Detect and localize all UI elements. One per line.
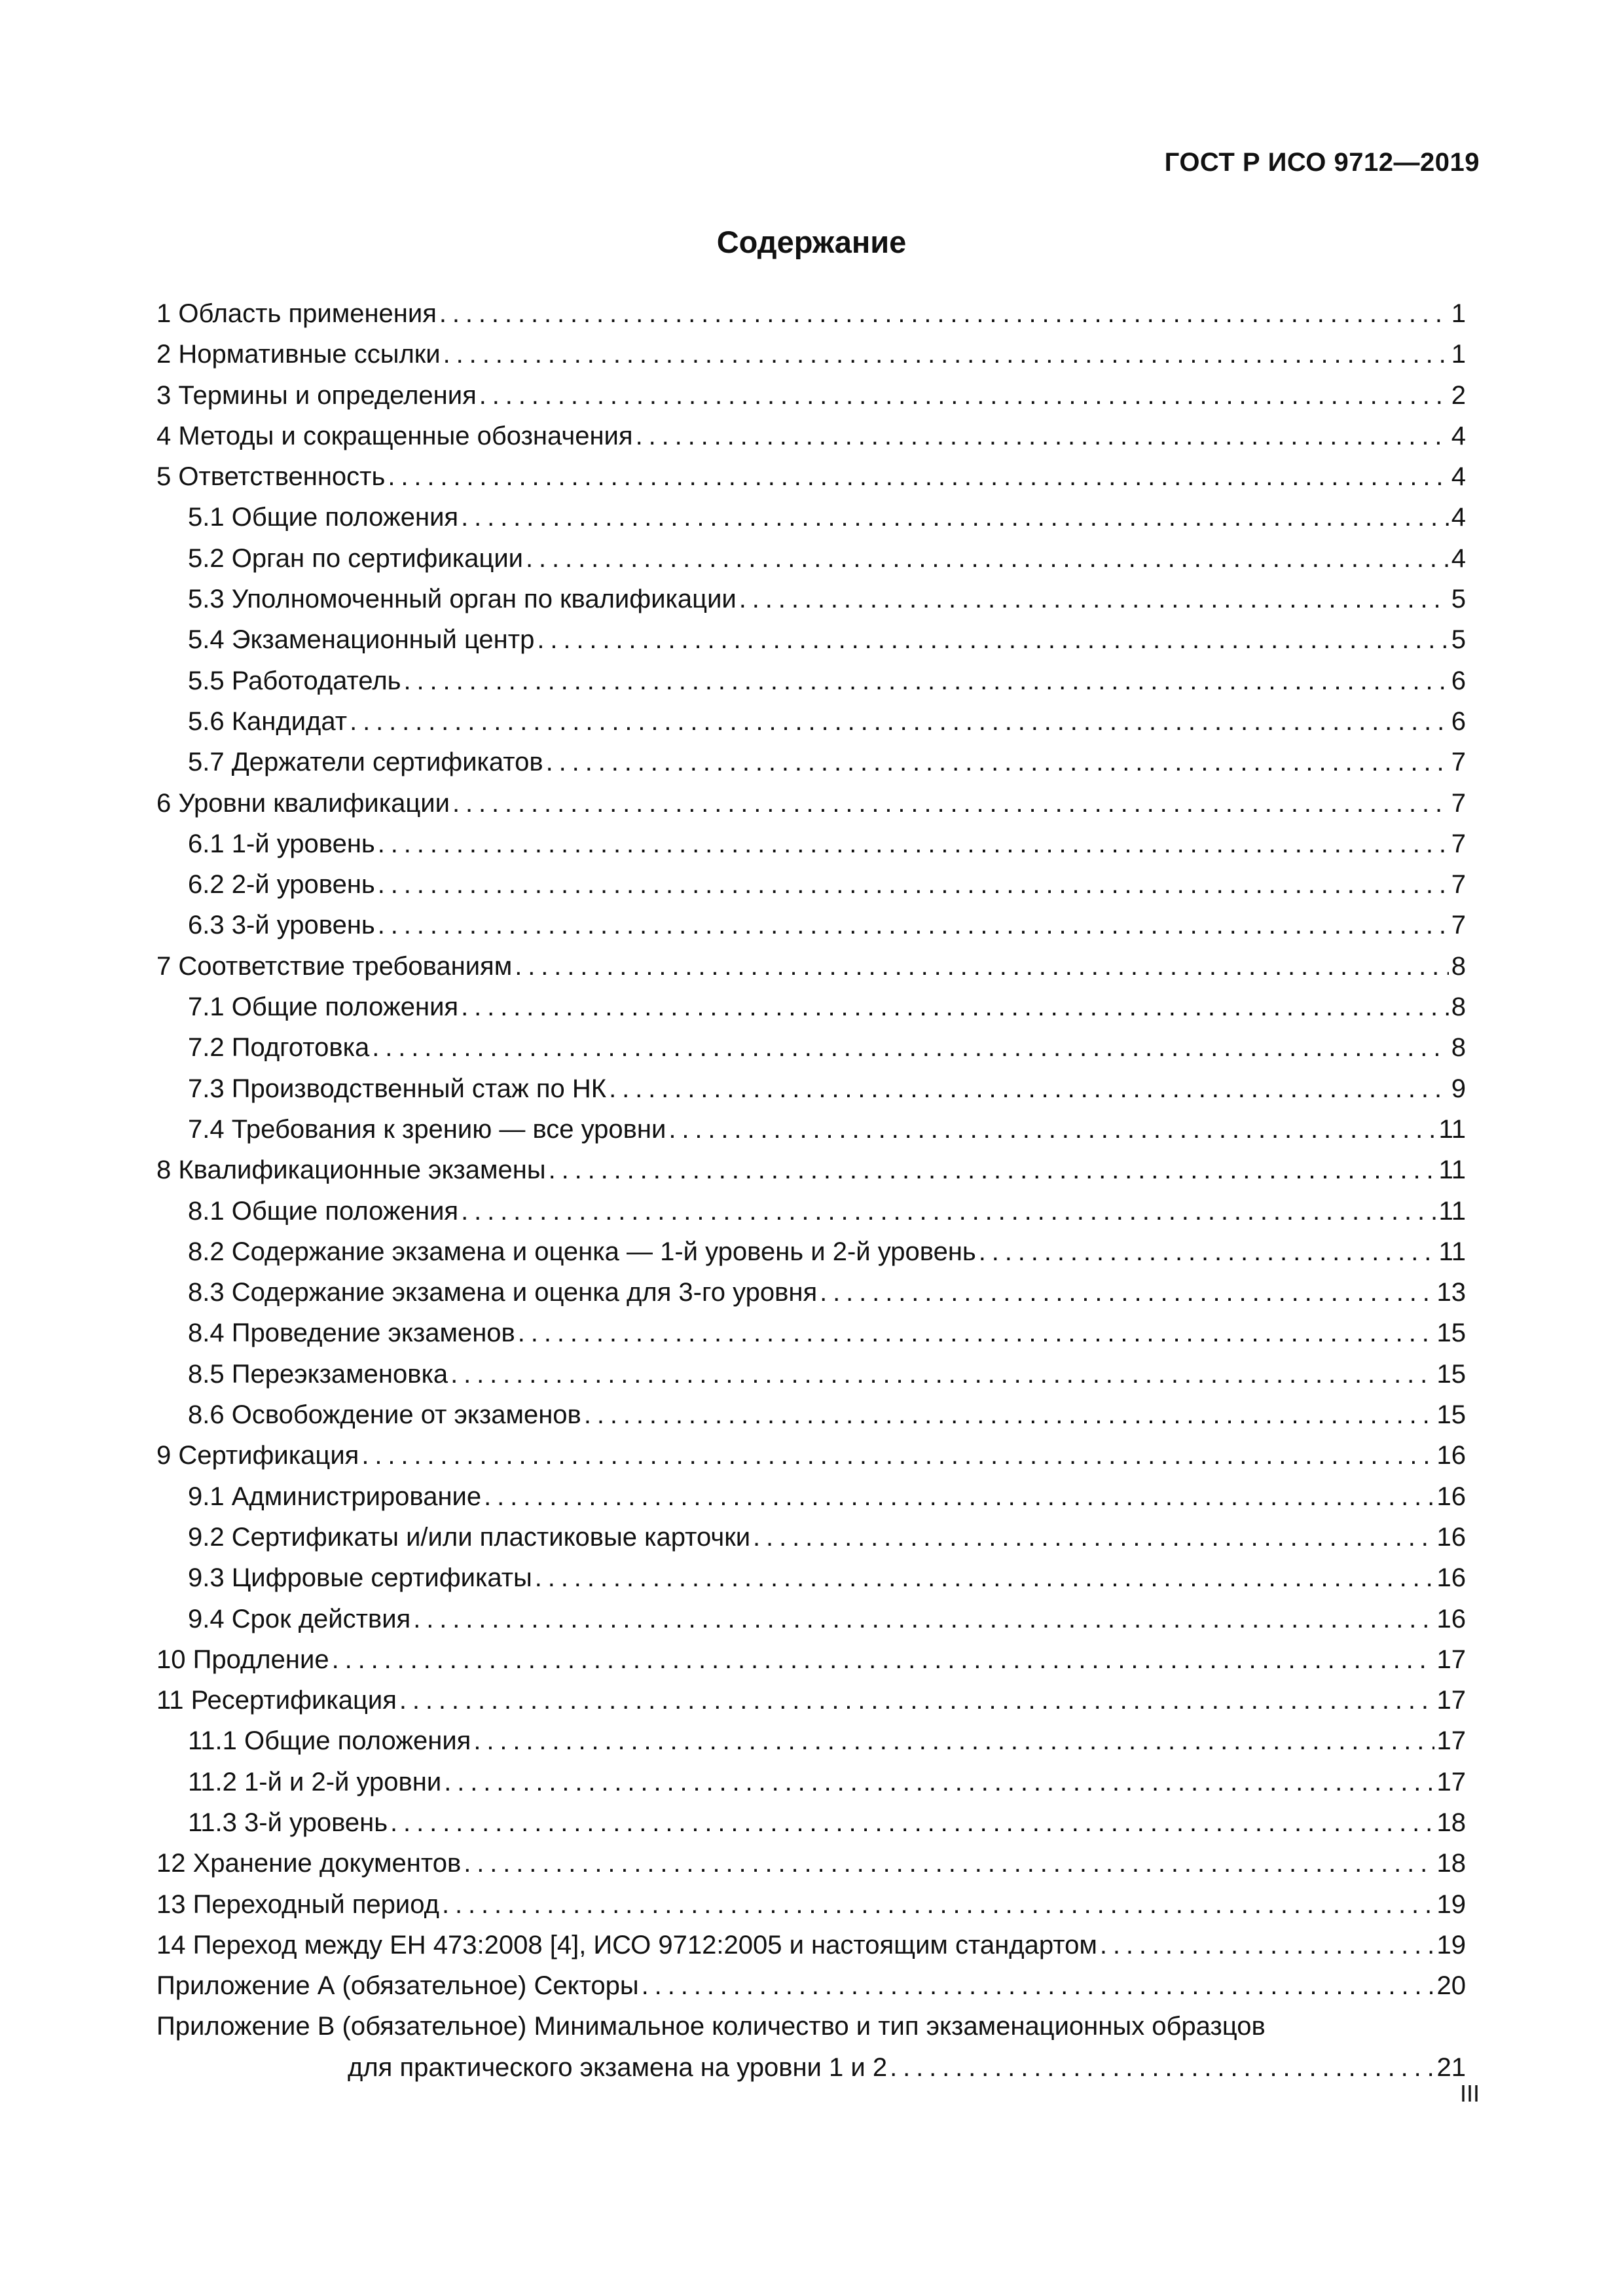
toc-dot-leader bbox=[484, 1476, 1434, 1517]
toc-dot-leader bbox=[361, 1435, 1434, 1476]
toc-dot-leader bbox=[820, 1272, 1434, 1313]
toc-entry-page: 15 bbox=[1436, 1359, 1466, 1389]
toc-dot-leader bbox=[549, 1150, 1436, 1190]
toc-entry-label: 9.4 Срок действия bbox=[188, 1604, 411, 1633]
toc-dot-leader bbox=[464, 1843, 1434, 1884]
toc-dot-leader bbox=[473, 1721, 1434, 1761]
toc-entry-label: 14 Переход между ЕН 473:2008 [4], ИСО 9712:2005 и настоящим стандартом bbox=[156, 1930, 1097, 1959]
toc-entry[interactable] bbox=[156, 1884, 1466, 1925]
toc-entry[interactable] bbox=[156, 1965, 1466, 2006]
page-title: Содержание bbox=[716, 225, 907, 259]
toc-entry-label: 5.3 Уполномоченный орган по квалификации bbox=[188, 585, 737, 614]
toc-entry-page: 4 bbox=[1451, 462, 1466, 492]
toc-entry-page: 16 bbox=[1436, 1441, 1466, 1470]
toc-entry-label: 5.2 Орган по сертификации bbox=[188, 543, 524, 573]
toc-entry[interactable] bbox=[156, 579, 1466, 619]
toc-dot-leader bbox=[636, 416, 1449, 456]
toc-entry-label: 11 Ресертификация bbox=[156, 1686, 397, 1715]
toc-entry-label: 5 Ответственность bbox=[156, 462, 386, 492]
toc-dot-leader bbox=[378, 905, 1449, 945]
toc-entry-page: 17 bbox=[1436, 1767, 1466, 1796]
toc-entry-label: 8.4 Проведение экзаменов bbox=[188, 1319, 515, 1348]
toc-entry-page: 19 bbox=[1436, 1889, 1466, 1919]
toc-entry[interactable] bbox=[156, 375, 1466, 416]
toc-entry-appendix-b[interactable] bbox=[156, 2006, 1466, 2088]
table-of-contents bbox=[156, 293, 1466, 2088]
toc-dot-leader bbox=[461, 1191, 1436, 1231]
toc-entry[interactable] bbox=[156, 1272, 1466, 1313]
toc-dot-leader bbox=[526, 538, 1449, 579]
toc-dot-leader bbox=[442, 1884, 1434, 1925]
toc-entry[interactable] bbox=[156, 538, 1466, 579]
toc-dot-leader bbox=[439, 293, 1449, 334]
toc-dot-leader bbox=[332, 1639, 1434, 1680]
toc-entry[interactable] bbox=[156, 416, 1466, 456]
toc-entry-label: 8.3 Содержание экзамена и оценка для 3-го уровня bbox=[188, 1278, 818, 1307]
toc-entry[interactable] bbox=[156, 946, 1466, 987]
toc-entry[interactable] bbox=[156, 1109, 1466, 1150]
toc-dot-leader bbox=[350, 701, 1449, 742]
toc-entry-label: 3 Термины и определения bbox=[156, 380, 477, 410]
toc-entry[interactable] bbox=[156, 824, 1466, 864]
toc-entry-label: 8.6 Освобождение от экзаменов bbox=[188, 1400, 581, 1430]
toc-entry[interactable] bbox=[156, 1191, 1466, 1231]
toc-entry-label: 13 Переходный период bbox=[156, 1889, 439, 1919]
toc-entry-label: 11.1 Общие положения bbox=[188, 1726, 471, 1756]
toc-entry-label: 12 Хранение документов bbox=[156, 1849, 462, 1878]
toc-entry[interactable] bbox=[156, 1354, 1466, 1394]
toc-entry-label: 11.2 1-й и 2-й уровни bbox=[188, 1767, 442, 1796]
toc-entry[interactable] bbox=[156, 1394, 1466, 1435]
toc-entry-page: 21 bbox=[1436, 2052, 1466, 2082]
toc-entry-page: 8 bbox=[1451, 1033, 1466, 1063]
toc-dot-leader bbox=[753, 1517, 1434, 1558]
toc-dot-leader bbox=[890, 2047, 1434, 2088]
page-number: III bbox=[1459, 2080, 1480, 2107]
toc-entry-page: 7 bbox=[1451, 870, 1466, 900]
toc-entry[interactable] bbox=[156, 783, 1466, 824]
toc-entry-page: 17 bbox=[1436, 1726, 1466, 1756]
toc-entry[interactable] bbox=[156, 987, 1466, 1027]
toc-entry-continuation bbox=[156, 2047, 1466, 2088]
toc-entry-label: 7.2 Подготовка bbox=[188, 1033, 370, 1063]
toc-entry[interactable] bbox=[156, 661, 1466, 701]
toc-entry[interactable] bbox=[156, 1231, 1466, 1272]
toc-entry-label: 5.6 Кандидат bbox=[188, 706, 348, 736]
toc-entry-page: 15 bbox=[1436, 1400, 1466, 1430]
toc-dot-leader bbox=[535, 1558, 1434, 1598]
toc-entry-page: 18 bbox=[1436, 1808, 1466, 1837]
toc-entry-label: 5.5 Работодатель bbox=[188, 666, 401, 695]
toc-dot-leader bbox=[450, 1354, 1434, 1394]
toc-dot-leader bbox=[537, 619, 1448, 660]
toc-entry[interactable] bbox=[156, 1599, 1466, 1639]
toc-entry-label: 9 Сертификация bbox=[156, 1441, 359, 1470]
toc-dot-leader bbox=[1100, 1925, 1434, 1965]
toc-entry[interactable] bbox=[156, 1150, 1466, 1190]
toc-entry[interactable] bbox=[156, 1476, 1466, 1517]
toc-entry-page: 15 bbox=[1436, 1319, 1466, 1348]
toc-entry-label: 5.1 Общие положения bbox=[188, 503, 459, 532]
toc-entry[interactable] bbox=[156, 864, 1466, 905]
toc-entry-page: 17 bbox=[1436, 1645, 1466, 1674]
standard-code: ГОСТ Р ИСО 9712—2019 bbox=[1164, 148, 1480, 177]
toc-dot-leader bbox=[518, 1313, 1434, 1353]
toc-entry[interactable] bbox=[156, 1843, 1466, 1884]
toc-entry-label: 7.3 Производственный стаж по НК bbox=[188, 1074, 607, 1103]
toc-entry-page: 20 bbox=[1436, 1971, 1466, 2001]
toc-entry[interactable] bbox=[156, 1639, 1466, 1680]
toc-entry-page: 19 bbox=[1436, 1930, 1466, 1959]
toc-entry[interactable] bbox=[156, 1721, 1466, 1761]
toc-entry-page: 16 bbox=[1436, 1482, 1466, 1511]
toc-dot-leader bbox=[399, 1680, 1434, 1721]
toc-entry-page: 16 bbox=[1436, 1563, 1466, 1593]
toc-entry-page: 9 bbox=[1451, 1074, 1466, 1103]
toc-entry-page: 2 bbox=[1451, 380, 1466, 410]
toc-entry[interactable] bbox=[156, 1435, 1466, 1476]
toc-entry[interactable] bbox=[156, 1925, 1466, 1965]
toc-entry[interactable] bbox=[156, 1762, 1466, 1802]
toc-entry-label: 9.2 Сертификаты и/или пластиковые карточки bbox=[188, 1522, 751, 1552]
toc-entry-label: 6.3 3-й уровень bbox=[188, 911, 375, 940]
toc-entry[interactable] bbox=[156, 1802, 1466, 1843]
toc-entry-label: 6.2 2-й уровень bbox=[188, 870, 375, 900]
toc-entry[interactable] bbox=[156, 1558, 1466, 1598]
toc-dot-leader bbox=[584, 1394, 1434, 1435]
toc-entry[interactable] bbox=[156, 497, 1466, 538]
toc-dot-leader bbox=[461, 497, 1449, 538]
toc-dot-leader bbox=[372, 1027, 1449, 1068]
toc-dot-leader bbox=[609, 1068, 1449, 1109]
toc-entry[interactable] bbox=[156, 701, 1466, 742]
toc-dot-leader bbox=[739, 579, 1449, 619]
toc-entry-label: 6 Уровни квалификации bbox=[156, 788, 450, 818]
toc-entry-page: 11 bbox=[1438, 1156, 1466, 1185]
toc-entry-page: 13 bbox=[1436, 1278, 1466, 1307]
toc-entry-page: 17 bbox=[1436, 1686, 1466, 1715]
toc-entry-label: 8.5 Переэкзаменовка bbox=[188, 1359, 448, 1389]
toc-dot-leader bbox=[404, 661, 1449, 701]
toc-entry-page: 8 bbox=[1451, 993, 1466, 1022]
toc-dot-leader bbox=[388, 456, 1448, 497]
toc-entry-label: 7 Соответствие требованиям bbox=[156, 951, 513, 981]
toc-dot-leader bbox=[378, 864, 1449, 905]
toc-entry[interactable] bbox=[156, 742, 1466, 782]
toc-entry-page: 7 bbox=[1451, 788, 1466, 818]
toc-dot-leader bbox=[461, 987, 1449, 1027]
toc-entry-page: 4 bbox=[1451, 543, 1466, 573]
toc-entry[interactable] bbox=[156, 1517, 1466, 1558]
toc-entry[interactable] bbox=[156, 334, 1466, 374]
toc-entry-label: 10 Продление bbox=[156, 1645, 329, 1674]
toc-entry-label: 7.4 Требования к зрению — все уровни bbox=[188, 1114, 666, 1144]
toc-entry[interactable] bbox=[156, 1313, 1466, 1353]
toc-entry-page: 4 bbox=[1451, 421, 1466, 450]
toc-entry-page: 1 bbox=[1451, 340, 1466, 369]
toc-entry[interactable] bbox=[156, 619, 1466, 660]
toc-dot-leader bbox=[479, 375, 1449, 416]
toc-entry[interactable] bbox=[156, 1027, 1466, 1068]
toc-entry-page: 4 bbox=[1451, 503, 1466, 532]
toc-entry-page: 1 bbox=[1451, 299, 1466, 328]
toc-entry-page: 7 bbox=[1451, 829, 1466, 858]
toc-entry-page: 11 bbox=[1438, 1237, 1466, 1266]
toc-entry-label: 7.1 Общие положения bbox=[188, 993, 459, 1022]
toc-entry-page: 18 bbox=[1436, 1849, 1466, 1878]
toc-dot-leader bbox=[443, 334, 1449, 374]
toc-entry-label: 11.3 3-й уровень bbox=[188, 1808, 388, 1837]
toc-entry-label: 6.1 1-й уровень bbox=[188, 829, 375, 858]
toc-entry-page: 16 bbox=[1436, 1604, 1466, 1633]
toc-entry-page: 6 bbox=[1451, 666, 1466, 695]
toc-entry-label: 8.1 Общие положения bbox=[188, 1196, 459, 1226]
toc-entry-label: 8.2 Содержание экзамена и оценка — 1-й уровень и 2-й уровень bbox=[188, 1237, 976, 1266]
toc-entry-label-continued: для практического экзамена на уровни 1 и 2 bbox=[348, 2052, 888, 2082]
toc-entry-page: 11 bbox=[1438, 1114, 1466, 1144]
toc-dot-leader bbox=[515, 946, 1449, 987]
toc-entry-label: 5.4 Экзаменационный центр bbox=[188, 625, 535, 655]
toc-entry[interactable] bbox=[156, 456, 1466, 497]
toc-entry[interactable] bbox=[156, 905, 1466, 945]
toc-entry-label: Приложение В (обязательное) Минимальное количество и тип экзаменационных образцов bbox=[156, 2012, 1266, 2041]
toc-dot-leader bbox=[390, 1802, 1434, 1843]
toc-entry-page: 6 bbox=[1451, 706, 1466, 736]
toc-entry-page: 7 bbox=[1451, 748, 1466, 777]
toc-entry-page: 16 bbox=[1436, 1522, 1466, 1552]
toc-entry-label: Приложение А (обязательное) Секторы bbox=[156, 1971, 639, 2001]
toc-entry[interactable] bbox=[156, 1068, 1466, 1109]
toc-dot-leader bbox=[444, 1762, 1434, 1802]
toc-entry-label: 8 Квалификационные экзамены bbox=[156, 1156, 546, 1185]
toc-entry-page: 5 bbox=[1451, 585, 1466, 614]
toc-entry[interactable] bbox=[156, 293, 1466, 334]
toc-entry-label: 2 Нормативные ссылки bbox=[156, 340, 441, 369]
toc-dot-leader bbox=[642, 1965, 1434, 2006]
toc-entry-page: 7 bbox=[1451, 911, 1466, 940]
toc-entry-page: 11 bbox=[1438, 1196, 1466, 1226]
toc-entry-label: 1 Область применения bbox=[156, 299, 437, 328]
toc-entry-page: 8 bbox=[1451, 951, 1466, 981]
toc-dot-leader bbox=[452, 783, 1449, 824]
toc-entry-label: 4 Методы и сокращенные обозначения bbox=[156, 421, 633, 450]
toc-dot-leader bbox=[413, 1599, 1434, 1639]
toc-entry-label: 9.1 Администрирование bbox=[188, 1482, 482, 1511]
toc-dot-leader bbox=[546, 742, 1449, 782]
toc-dot-leader bbox=[668, 1109, 1436, 1150]
toc-entry-page: 5 bbox=[1451, 625, 1466, 655]
toc-dot-leader bbox=[378, 824, 1449, 864]
toc-entry-label: 5.7 Держатели сертификатов bbox=[188, 748, 543, 777]
toc-entry-label: 9.3 Цифровые сертификаты bbox=[188, 1563, 532, 1593]
toc-dot-leader bbox=[979, 1231, 1436, 1272]
toc-entry[interactable] bbox=[156, 1680, 1466, 1721]
